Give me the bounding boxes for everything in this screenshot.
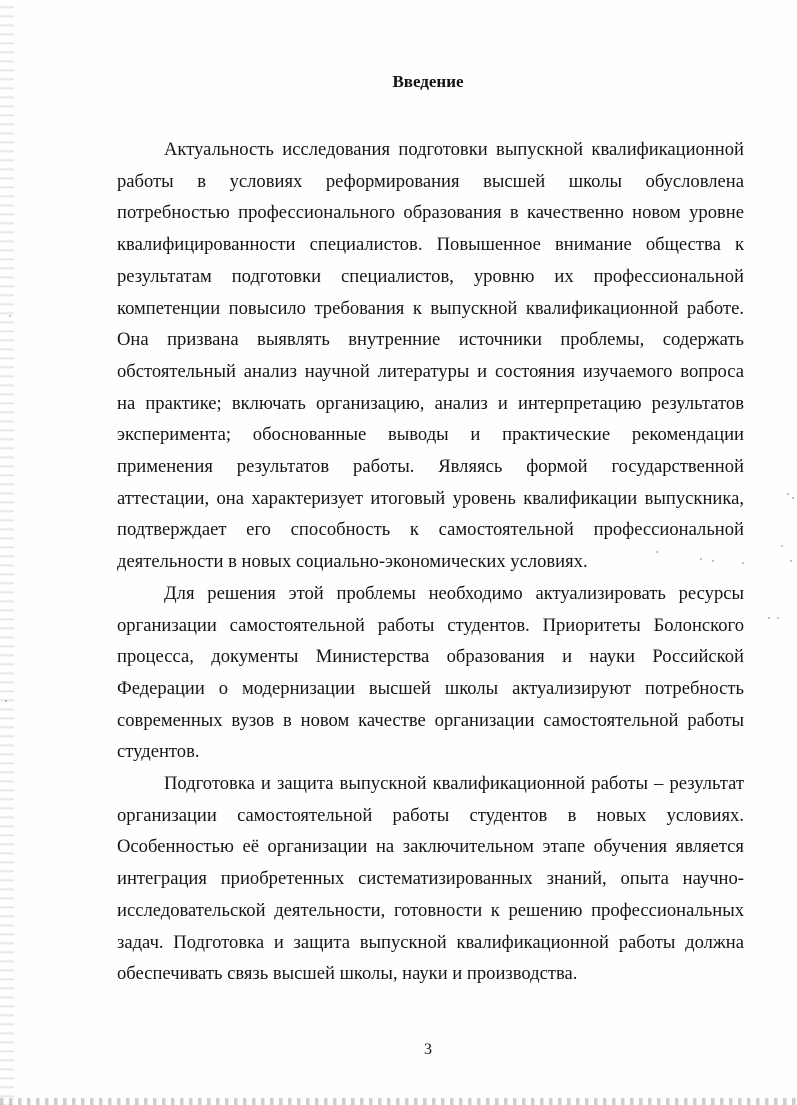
paragraph-1: Актуальность исследования подготовки выпускной квалификационной работы в условиях реформирования высшей школы обусловлена потребностью профессионального образования в качественно новом уровне квалифицированности специалистов. Повышенное внимание общества к результатам подготовки специалистов, уровню их профессиональной компетенции повысило требования к выпускной квалификационной работе. Она призвана выявлять внутренние источники проблемы, содержать обстоятельный анализ научной литературы и состояния изучаемого вопроса на практике; включать организацию, анализ и интерпретацию результатов эксперимента; обоснованные выводы и практические рекомендации применения результатов работы. Являясь формой государственной аттестации, она характеризует итоговый уровень квалификации выпускника, подтверждает его способность к самостоятельной профессиональной деятельности в новых социально-экономических условиях. [117,139,744,573]
scan-speck [700,558,702,560]
scan-speck [777,617,779,619]
body-text [117,134,744,990]
scan-speck [712,560,714,562]
scan-speck [742,562,744,564]
scan-edge-left [0,0,14,1105]
scan-speck [768,617,770,619]
scan-speck [656,551,658,553]
scan-speck [5,700,7,702]
page-number: 3 [424,1041,432,1058]
scan-edge-bottom [0,1098,797,1105]
scan-speck [9,315,11,317]
paragraph-3: Подготовка и защита выпускной квалификационной работы – результат организации самостоятельной работы студентов в новых условиях. Особенностью её организации на заключительном этапе обучения является интеграция приобретенных систематизированных знаний, опыта научно-исследовательской деятельности, готовности к решению профессиональных задач. Подготовка и защита выпускной квалификационной работы должна обеспечивать связь высшей школы, науки и производства. [117,773,744,985]
paragraph-2: Для решения этой проблемы необходимо актуализировать ресурсы организации самостоятельной работы студентов. Приоритеты Болонского процесса, документы Министерства образования и науки Российской Федерации о модернизации высшей школы актуализируют потребность современных вузов в новом качестве организации самостоятельной работы студентов. [117,582,744,763]
scan-speck [781,545,783,547]
page-title: Введение [392,72,464,91]
scan-speck [792,497,794,499]
scan-speck [790,560,792,562]
scan-speck [787,493,789,495]
